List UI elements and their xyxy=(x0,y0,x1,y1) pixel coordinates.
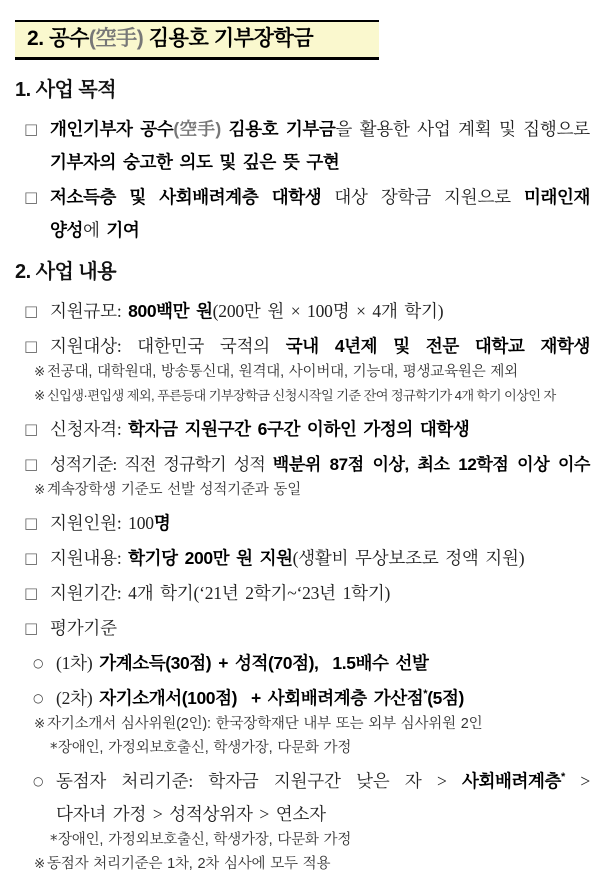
text-segment: (5점) xyxy=(427,688,464,708)
list-item xyxy=(15,507,590,540)
text-line xyxy=(56,682,590,715)
list-item xyxy=(15,330,590,363)
text-segment: 을 활용한 사업 계획 및 집행으로 xyxy=(335,119,590,139)
text-segment: 지원기간: 4개 학기(‘21년 2학기~‘23년 1학기) xyxy=(50,583,391,603)
text-segment: 저소득층 및 사회배려계층 대학생 xyxy=(50,187,322,207)
text-segment: 학기당 200만 원 지원 xyxy=(128,548,293,568)
text-segment: 신입생·편입생 제외, 푸른등대 기부장학금 신청시작일 기준 잔여 정규학기가 4개 학기 이상인 자 xyxy=(47,388,556,403)
text-segment: 계속장학생 기준도 선발 성적기준과 동일 xyxy=(47,482,302,498)
item-content xyxy=(58,736,590,760)
star-bullet-icon: * xyxy=(50,831,58,849)
text-segment: 성적기준: 직전 정규학기 성적 xyxy=(50,455,273,474)
text-segment: 동점자 처리기준은 1차, 2차 심사에 모두 적용 xyxy=(47,856,331,872)
text-segment: (1차) xyxy=(56,653,100,673)
box-bullet-icon: □ xyxy=(24,619,39,637)
ref-bullet-icon: ※ xyxy=(34,364,46,380)
footnote-line xyxy=(15,828,590,852)
text-segment: * xyxy=(561,771,565,784)
text-segment: 사회배려계층 xyxy=(462,771,562,791)
box-bullet-icon: □ xyxy=(24,188,39,206)
text-line xyxy=(56,765,590,798)
star-bullet-icon: * xyxy=(50,739,58,757)
item-content xyxy=(56,647,590,680)
box-bullet-icon: □ xyxy=(24,514,39,532)
ref-bullet-icon: ※ xyxy=(34,716,46,732)
text-segment: 자기소개서 심사위원(2인): 한국장학재단 내부 또는 외부 심사위원 2인 xyxy=(47,716,483,732)
item-content xyxy=(47,852,590,876)
text-segment: 학자금 지원구간 6구간 이하인 가정의 대학생 xyxy=(128,419,470,439)
list-item xyxy=(15,542,590,575)
text-line xyxy=(47,384,590,408)
item-content xyxy=(50,181,590,247)
text-segment: (空手) xyxy=(88,27,144,50)
text-segment: 대상 장학금 지원으로 xyxy=(321,187,524,207)
text-segment: 2. 공수 xyxy=(27,27,89,50)
text-line xyxy=(50,181,590,214)
text-segment: 지원인원: 100 xyxy=(50,513,154,533)
list-item xyxy=(15,295,590,328)
ref-bullet-icon: ※ xyxy=(34,482,46,498)
text-segment: 명 xyxy=(153,513,171,533)
text-segment: (2차) xyxy=(56,688,100,708)
item-content xyxy=(47,360,590,384)
text-line xyxy=(50,542,590,575)
text-line xyxy=(50,113,590,146)
box-bullet-icon: □ xyxy=(24,584,39,602)
list-item xyxy=(15,577,590,610)
text-segment: 국내 4년제 및 전문 대학교 재학생 xyxy=(285,336,590,356)
item-content xyxy=(47,384,590,408)
text-line xyxy=(47,712,590,736)
item-content xyxy=(58,828,590,852)
text-segment: 장애인, 가정외보호출신, 학생가장, 다문화 가정 xyxy=(58,740,352,756)
ref-bullet-icon: ※ xyxy=(34,388,46,404)
text-segment: 평가기준 xyxy=(50,618,117,638)
text-line xyxy=(50,448,590,481)
text-line xyxy=(50,146,590,179)
text-segment: 지원규모: xyxy=(50,301,129,321)
text-segment: 김용호 기부금 xyxy=(220,119,336,139)
text-segment: 신청자격: xyxy=(50,419,129,439)
text-line xyxy=(47,478,590,502)
box-bullet-icon: □ xyxy=(24,549,39,567)
box-bullet-icon: □ xyxy=(24,302,39,320)
item-content xyxy=(47,478,590,502)
list-item xyxy=(15,612,590,645)
section-heading: 2. 사업 내용 xyxy=(15,261,117,283)
text-segment: 동점자 처리기준: 학자금 지원구간 낮은 자 > xyxy=(56,771,463,791)
section-heading: 1. 사업 목적 xyxy=(15,79,117,101)
circle-bullet-icon: ○ xyxy=(33,774,44,788)
text-segment: (空手) xyxy=(173,119,221,139)
item-content xyxy=(50,612,590,645)
list-item xyxy=(15,448,590,481)
list-item xyxy=(15,647,590,680)
text-segment: 장애인, 가정외보호출신, 학생가장, 다문화 가정 xyxy=(58,832,352,848)
text-segment: 기부자의 숭고한 의도 및 깊은 뜻 구현 xyxy=(50,152,340,172)
text-line xyxy=(56,647,590,680)
text-segment: 800백만 원 xyxy=(128,301,213,321)
footnote-line xyxy=(15,384,590,408)
list-item xyxy=(15,181,590,247)
list-item xyxy=(15,765,590,831)
list-item xyxy=(15,682,590,715)
text-line xyxy=(50,507,590,540)
item-content xyxy=(50,577,590,610)
text-segment: 전공대, 대학원대, 방송통신대, 원격대, 사이버대, 기능대, 평생교육원은 제외 xyxy=(47,364,518,380)
box-bullet-icon: □ xyxy=(24,420,39,438)
text-segment: 지원내용: xyxy=(50,548,129,568)
text-line xyxy=(47,360,590,384)
item-content xyxy=(50,295,590,328)
box-bullet-icon: □ xyxy=(24,120,39,138)
document-body xyxy=(15,77,590,876)
item-content xyxy=(47,712,590,736)
circle-bullet-icon: ○ xyxy=(33,656,44,670)
ref-bullet-icon: ※ xyxy=(34,856,46,872)
text-segment: (200만 원 × 100명 × 4개 학기) xyxy=(212,301,444,321)
text-line xyxy=(50,413,590,446)
text-segment: 양성 xyxy=(50,220,84,240)
footnote-line xyxy=(15,852,590,876)
text-line xyxy=(47,852,590,876)
item-content xyxy=(50,330,590,363)
circle-bullet-icon: ○ xyxy=(33,691,44,705)
document-title-band xyxy=(15,20,379,60)
text-segment: 가계소득(30점) + 성적(70점), 1.5배수 선발 xyxy=(99,653,429,673)
item-content xyxy=(56,765,590,831)
text-line xyxy=(50,577,590,610)
text-segment: 다자녀 가정 > 성적상위자 > 연소자 xyxy=(56,804,326,824)
text-line xyxy=(50,330,590,363)
text-line xyxy=(50,214,590,247)
text-segment: 지원대상: 대한민국 국적의 xyxy=(50,336,286,356)
footnote-line xyxy=(15,736,590,760)
text-segment: * xyxy=(423,688,428,701)
text-segment: 김용호 기부장학금 xyxy=(143,27,314,50)
list-item xyxy=(15,113,590,179)
text-segment: 에 xyxy=(83,220,107,240)
text-segment: 미래인재 xyxy=(523,187,590,207)
text-line xyxy=(58,828,590,852)
text-segment: 기여 xyxy=(106,220,140,240)
box-bullet-icon: □ xyxy=(24,455,39,473)
item-content xyxy=(50,113,590,179)
footnote-line xyxy=(15,712,590,736)
item-content xyxy=(50,448,590,481)
text-segment: 개인기부자 공수 xyxy=(50,119,174,139)
text-segment: > xyxy=(564,771,590,791)
text-line xyxy=(58,736,590,760)
text-line xyxy=(56,798,590,831)
box-bullet-icon: □ xyxy=(24,337,39,355)
text-line xyxy=(50,612,590,645)
text-segment: 백분위 87점 이상, 최소 12학점 이상 이수 xyxy=(272,455,590,474)
text-segment: 자기소개서(100점) + 사회배려계층 가산점 xyxy=(99,688,424,708)
item-content xyxy=(50,413,590,446)
text-line xyxy=(50,295,590,328)
text-segment: (생활비 무상보조로 정액 지원) xyxy=(292,548,525,568)
item-content xyxy=(56,682,590,715)
footnote-line xyxy=(15,360,590,384)
list-item xyxy=(15,413,590,446)
item-content xyxy=(50,507,590,540)
footnote-line xyxy=(15,478,590,502)
item-content xyxy=(50,542,590,575)
